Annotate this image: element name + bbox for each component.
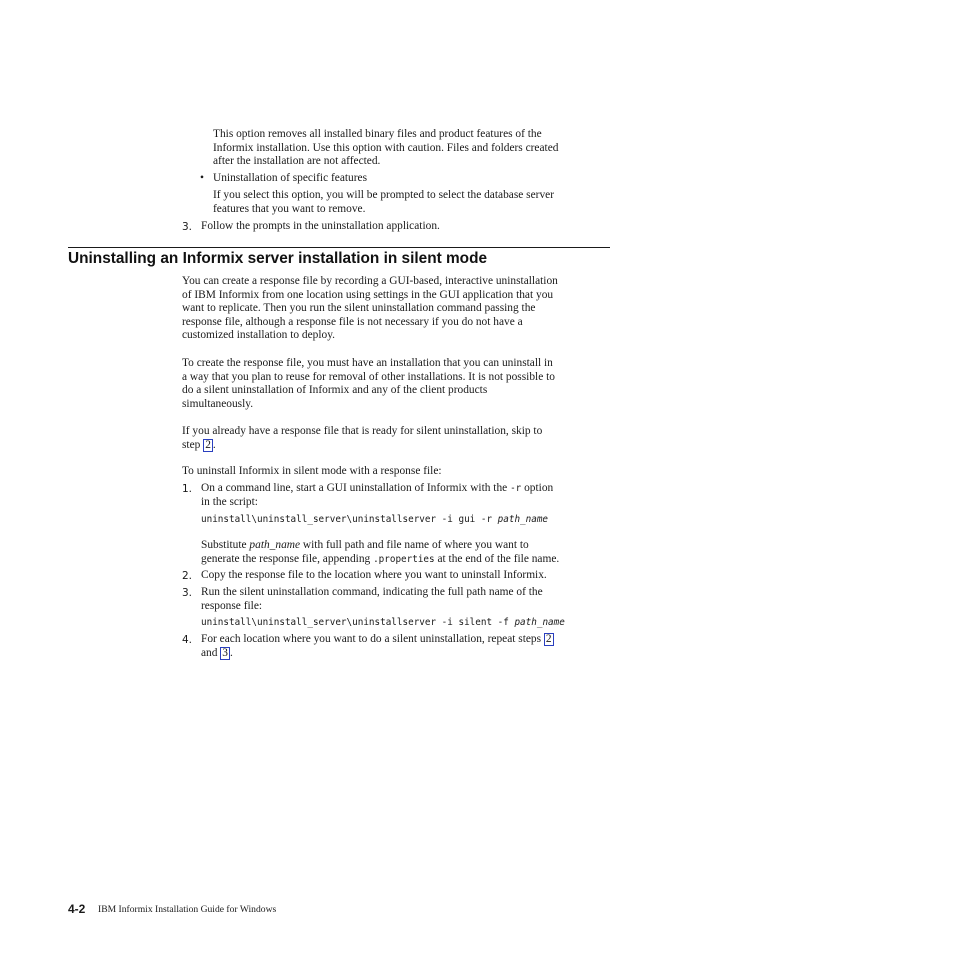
text-line [201,647,611,661]
command-text: uninstall\uninstall_server\uninstallserver -i gui -r [201,514,498,525]
text-line: features that you want to remove. [213,202,366,215]
text-line: response file, although a response file is not necessary if you do not have a [182,315,523,328]
text-line [182,439,612,453]
text-fragment: Substitute [201,539,250,551]
substitute-note [201,539,611,566]
text-fragment: and [201,646,221,659]
command-example [201,617,565,628]
bullet-item-text: Uninstallation of specific features [213,172,368,184]
command-argument: path_name [514,617,565,628]
text-line: of IBM Informix from one location using settings in the GUI application that you [182,288,554,301]
step-number: 3. [182,221,193,233]
text-line [201,553,611,567]
text-line: Run the silent uninstallation command, indicating the full path name of the [201,586,543,598]
text-fragment: option [521,482,554,494]
text-line: If you already have a response file that is ready for silent uninstallation, skip to [182,425,543,437]
option-description [213,189,613,216]
intro-paragraph [182,425,612,452]
command-argument: path_name [497,514,549,525]
text-line [201,633,611,647]
step-3-text [201,586,611,613]
text-line: after the installation are not affected. [213,155,381,168]
bullet-marker: • [200,172,204,184]
text-line: customized installation to deploy. [182,329,336,342]
step-4-text [201,633,611,660]
text-fragment: with full path and file name of where you want to [300,539,529,551]
command-example [201,514,548,525]
section-rule [68,247,610,248]
step-1-text [201,482,611,509]
text-fragment: On a command line, start a GUI uninstallation of Informix with the [201,482,511,494]
step-number: 3. [182,587,193,599]
step-2-link[interactable]: 2 [545,633,552,645]
procedure-lead: To uninstall Informix in silent mode with a response file: [182,465,442,477]
inline-code: -r [510,483,522,494]
inline-code: .properties [373,553,435,565]
text-line: Informix installation. Use this option with caution. Files and folders created [213,141,559,154]
text-fragment: generate the response file, appending [201,552,374,565]
text-line: To create the response file, you must have an installation that you can uninstall in [182,357,553,369]
text-line [201,539,611,553]
text-line: This option removes all installed binary files and product features of the [213,128,542,140]
text-line: in the script: [201,495,258,508]
text-line: want to replicate. Then you run the silent uninstallation command passing the [182,302,536,315]
text-line: You can create a response file by recording a GUI-based, interactive uninstallation [182,275,558,287]
text-fragment: at the end of the file name. [434,552,560,565]
text-line: do a silent uninstallation of Informix and any of the client products [182,384,488,397]
text-fragment: step [182,438,204,451]
option-description [213,128,613,169]
text-line [201,482,611,496]
text-fragment: . [230,646,233,659]
text-fragment: For each location where you want to do a silent uninstallation, repeat steps [201,633,544,645]
text-line: If you select this option, you will be prompted to select the database server [213,189,554,201]
step-2-text: Copy the response file to the location where you want to uninstall Informix. [201,569,547,581]
step-number: 1. [182,483,193,495]
step-number: 2. [182,570,193,582]
step-3-link[interactable]: 3 [222,646,228,659]
intro-paragraph [182,357,612,411]
text-line: response file: [201,599,263,612]
step-text: Follow the prompts in the uninstallation application. [201,220,440,232]
step-number: 4. [182,634,193,646]
intro-paragraph [182,275,612,343]
book-title: IBM Informix Installation Guide for Windows [98,904,277,915]
section-title: Uninstalling an Informix server installation in silent mode [68,250,488,267]
page-number: 4-2 [68,902,86,916]
text-line: a way that you plan to reuse for removal of other installations. It is not possible to [182,370,555,383]
text-line: simultaneously. [182,397,254,410]
step-2-link[interactable]: 2 [205,438,211,451]
variable-name: path_name [249,539,301,551]
text-fragment: . [212,438,216,451]
command-text: uninstall\uninstall_server\uninstallserver -i silent -f [201,617,515,628]
